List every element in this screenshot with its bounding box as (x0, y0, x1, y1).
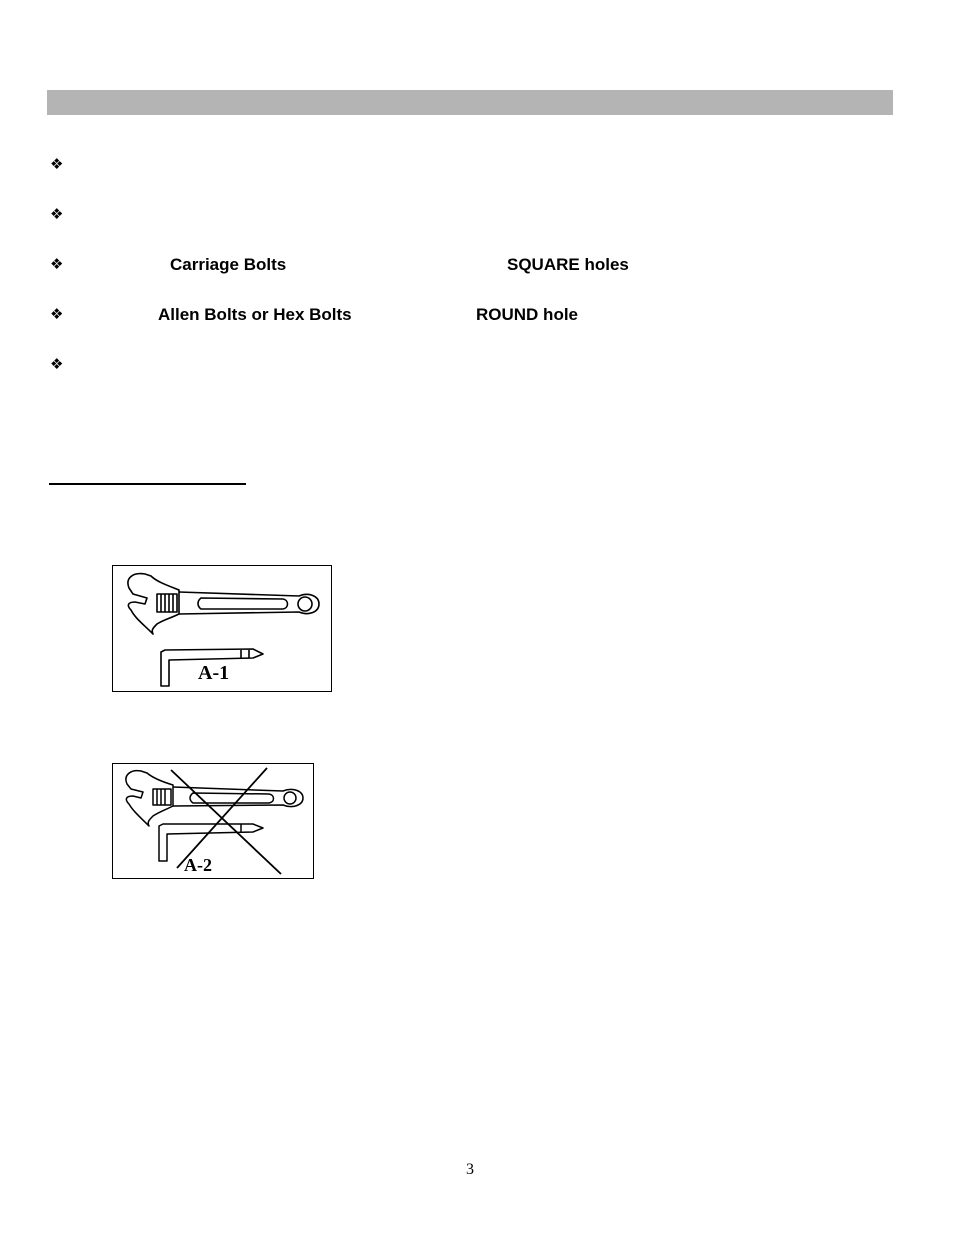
figure-a1 (112, 565, 332, 692)
bullet-icon: ❖ (50, 355, 64, 373)
figure-label: A-2 (184, 855, 212, 875)
figure-label: A-1 (198, 662, 230, 684)
section-heading-underline (49, 483, 246, 485)
figure-a2 (112, 763, 314, 879)
bullet-icon: ❖ (50, 155, 64, 173)
square-holes-text: SQUARE holes (507, 255, 629, 274)
bullet-icon: ❖ (50, 305, 64, 323)
bullet-icon: ❖ (50, 205, 64, 223)
round-hole-text: ROUND hole (476, 305, 578, 324)
section-header-bar (47, 90, 893, 115)
bullet-icon: ❖ (50, 255, 64, 273)
carriage-bolts-text: Carriage Bolts (170, 255, 287, 274)
wrench-and-allen-key-crossed-icon (113, 764, 313, 878)
page-number: 3 (466, 1161, 474, 1178)
allen-hex-bolts-text: Allen Bolts or Hex Bolts (158, 305, 352, 324)
